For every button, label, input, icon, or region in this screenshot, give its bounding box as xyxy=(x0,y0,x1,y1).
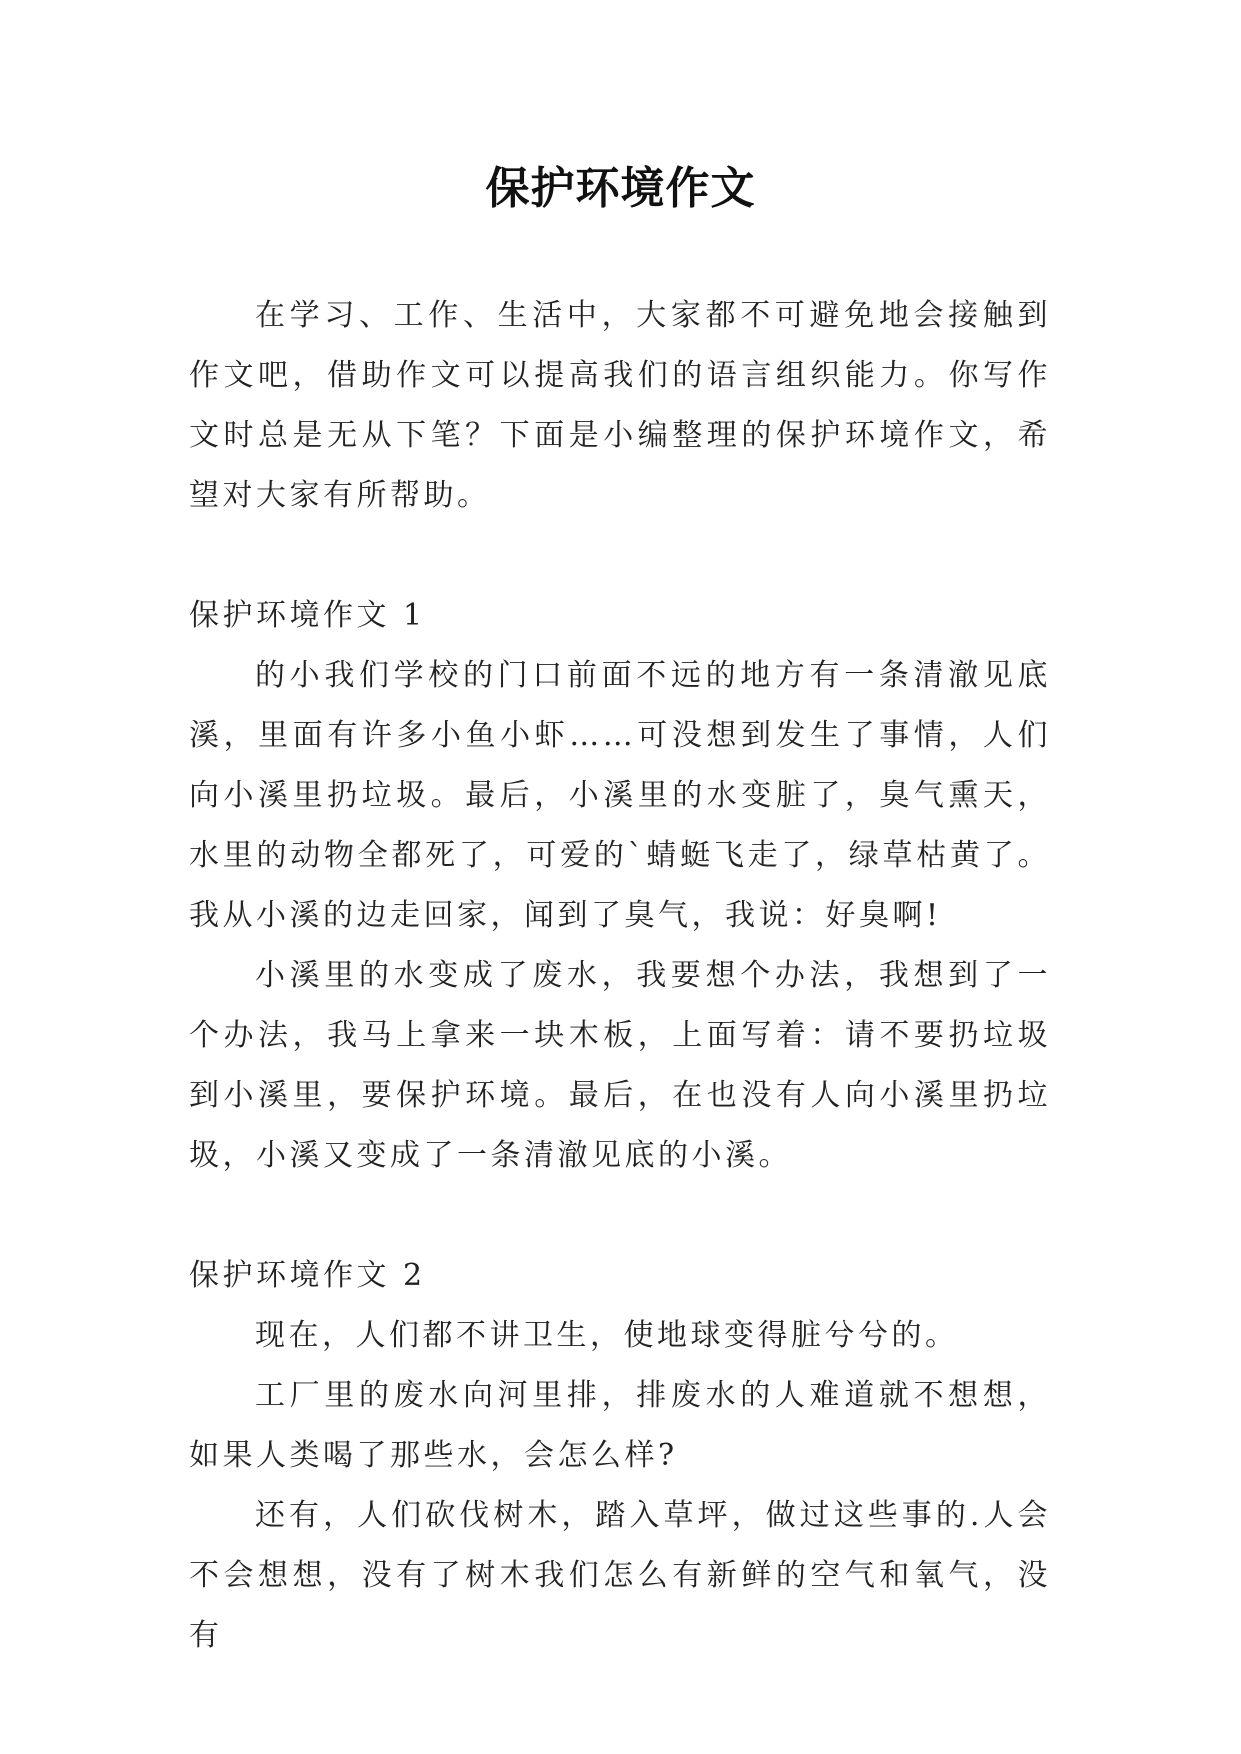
section-spacer xyxy=(189,1186,1051,1246)
essay-1-paragraph-2: 小溪里的水变成了废水，我要想个办法，我想到了一个办法，我马上拿来一块木板，上面写着：请不要扔垃圾到小溪里，要保护环境。最后，在也没有人向小溪里扔垃圾，小溪又变成了一条清澈见底的小溪。 xyxy=(189,958,1051,1173)
intro-paragraph: 在学习、工作、生活中，大家都不可避免地会接触到作文吧，借助作文可以提高我们的语言组织能力。你写作文时总是无从下笔？下面是小编整理的保护环境作文，希望对大家有所帮助。 xyxy=(189,298,1051,513)
section-spacer xyxy=(189,526,1051,586)
document-body xyxy=(189,286,1051,1666)
essay-2-paragraph-3: 还有，人们砍伐树木，踏入草坪，做过这些事的.人会不会想想，没有了树木我们怎么有新鲜的空气和氧气，没有 xyxy=(189,1498,1051,1653)
page-title: 保护环境作文 xyxy=(485,163,756,214)
essay-2-heading: 保护环境作文 2 xyxy=(189,1258,426,1293)
essay-1-paragraph-1: 的小我们学校的门口前面不远的地方有一条清澈见底溪，里面有许多小鱼小虾……可没想到发生了事情，人们向小溪里扔垃圾。最后，小溪里的水变脏了，臭气熏天，水里的动物全都死了，可爱的`蜻蜓飞走了，绿草枯黄了。我从小溪的边走回家，闻到了臭气，我说：好臭啊! xyxy=(189,658,1051,933)
essay-2-paragraph-2: 工厂里的废水向河里排，排废水的人难道就不想想，如果人类喝了那些水，会怎么样? xyxy=(189,1378,1051,1473)
essay-2-paragraph-1: 现在，人们都不讲卫生，使地球变得脏兮兮的。 xyxy=(255,1318,959,1353)
essay-1-heading: 保护环境作文 1 xyxy=(189,598,426,633)
